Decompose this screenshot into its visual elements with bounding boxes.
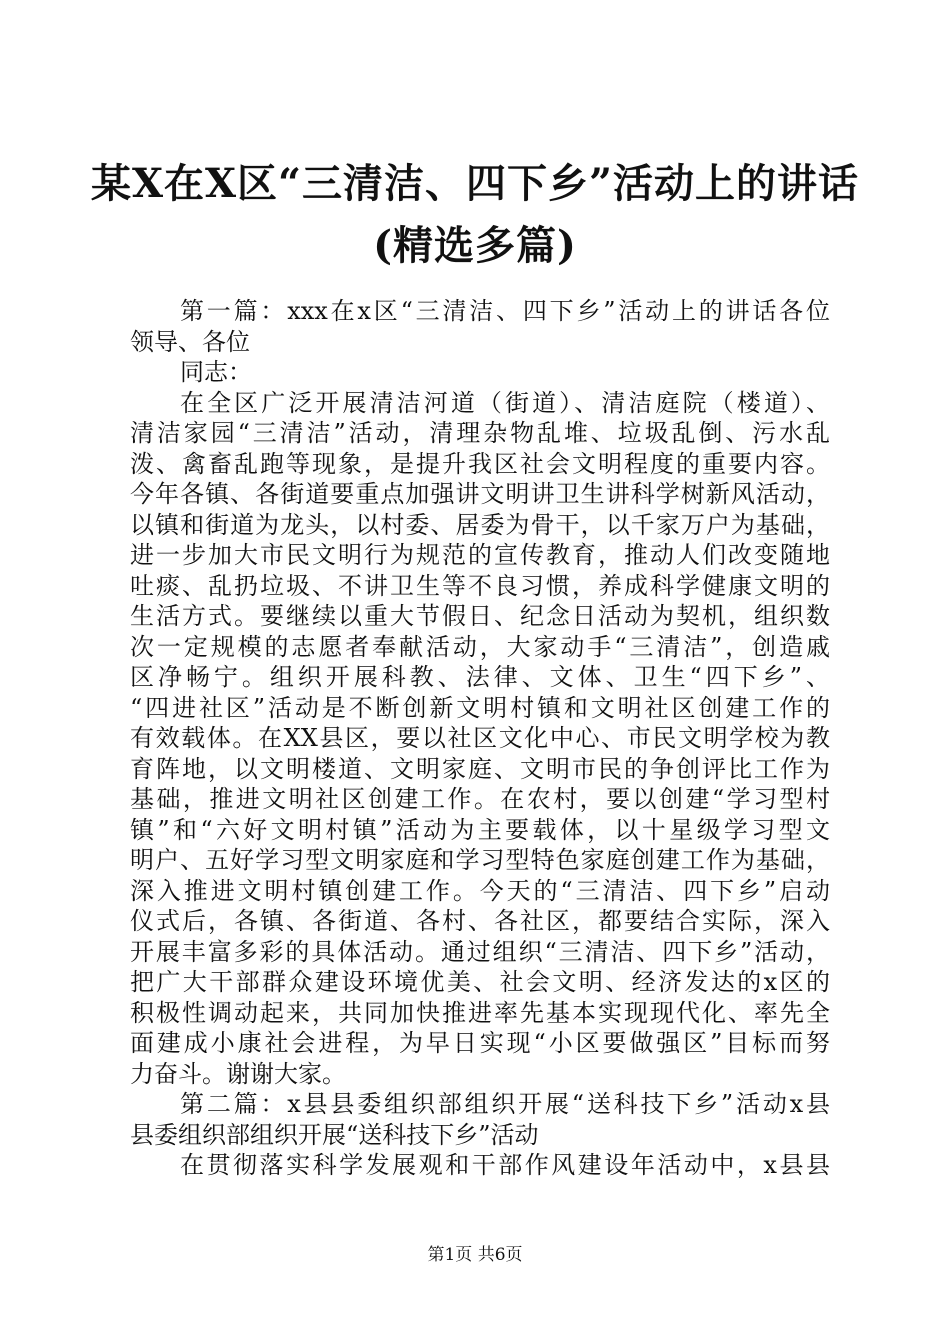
body-line: 清洁家园“三清洁”活动，清理杂物乱堆、垃圾乱倒、污水乱 bbox=[130, 419, 830, 447]
body-line: 基础，推进文明社区创建工作。在农村，要以创建“学习型村 bbox=[130, 785, 830, 813]
body-line: 区净畅宁。组织开展科教、法律、文体、卫生“四下乡”、 bbox=[130, 663, 830, 691]
body-line: 面建成小康社会进程，为早日实现“小区要做强区”目标而努 bbox=[130, 1029, 830, 1057]
body-line: “四进社区”活动是不断创新文明村镇和文明社区创建工作的 bbox=[130, 693, 830, 722]
body-line: 仪式后，各镇、各街道、各村、各社区，都要结合实际，深入 bbox=[130, 907, 830, 935]
body-line: 次一定规模的志愿者奉献活动，大家动手“三清洁”，创造戚 bbox=[130, 632, 830, 661]
document-body bbox=[130, 296, 830, 1181]
body-line: 在贯彻落实科学发展观和干部作风建设年活动中，x县县 bbox=[180, 1151, 830, 1179]
body-line: 生活方式。要继续以重大节假日、纪念日活动为契机，组织数 bbox=[130, 602, 830, 630]
body-line: 同志： bbox=[180, 358, 252, 386]
body-line: 吐痰、乱扔垃圾、不讲卫生等不良习惯，养成科学健康文明的 bbox=[130, 571, 830, 600]
body-line: 领导、各位 bbox=[130, 327, 250, 356]
body-line: 第二篇：x县县委组织部组织开展“送科技下乡”活动x县 bbox=[180, 1090, 830, 1118]
body-line: 进一步加大市民文明行为规范的宣传教育，推动人们改变随地 bbox=[130, 541, 830, 569]
body-line: 积极性调动起来，共同加快推进率先基本实现现代化、率先全 bbox=[130, 998, 830, 1027]
page-footer: 第1页 共6页 bbox=[427, 1245, 523, 1265]
body-line: 开展丰富多彩的具体活动。通过组织“三清洁、四下乡”活动， bbox=[130, 937, 830, 966]
body-line: 泼、禽畜乱跑等现象，是提升我区社会文明程度的重要内容。 bbox=[130, 449, 830, 478]
body-line: 在全区广泛开展清洁河道（街道）、清洁庭院（楼道）、 bbox=[180, 388, 830, 417]
body-line: 有效载体。在XX县区，要以社区文化中心、市民文明学校为教 bbox=[130, 724, 830, 752]
document-subtitle: (精选多篇) bbox=[373, 222, 577, 269]
document-title: 某X在X区“三清洁、四下乡”活动上的讲话 bbox=[90, 160, 860, 207]
body-line: 今年各镇、各街道要重点加强讲文明讲卫生讲科学树新风活动， bbox=[130, 480, 830, 508]
body-line: 镇”和“六好文明村镇”活动为主要载体，以十星级学习型文 bbox=[130, 815, 830, 844]
body-line: 县委组织部组织开展“送科技下乡”活动 bbox=[130, 1120, 539, 1149]
body-line: 以镇和街道为龙头，以村委、居委为骨干，以千家万户为基础， bbox=[130, 510, 830, 539]
body-line: 把广大干部群众建设环境优美、社会文明、经济发达的x区的 bbox=[130, 968, 830, 996]
body-line: 第一篇：xxx在x区“三清洁、四下乡”活动上的讲话各位 bbox=[180, 297, 830, 325]
body-line: 育阵地，以文明楼道、文明家庭、文明市民的争创评比工作为 bbox=[130, 754, 830, 783]
body-line: 明户、五好学习型文明家庭和学习型特色家庭创建工作为基础， bbox=[130, 846, 830, 874]
body-line: 力奋斗。谢谢大家。 bbox=[130, 1059, 346, 1088]
body-line: 深入推进文明村镇创建工作。今天的“三清洁、四下乡”启动 bbox=[130, 876, 830, 905]
